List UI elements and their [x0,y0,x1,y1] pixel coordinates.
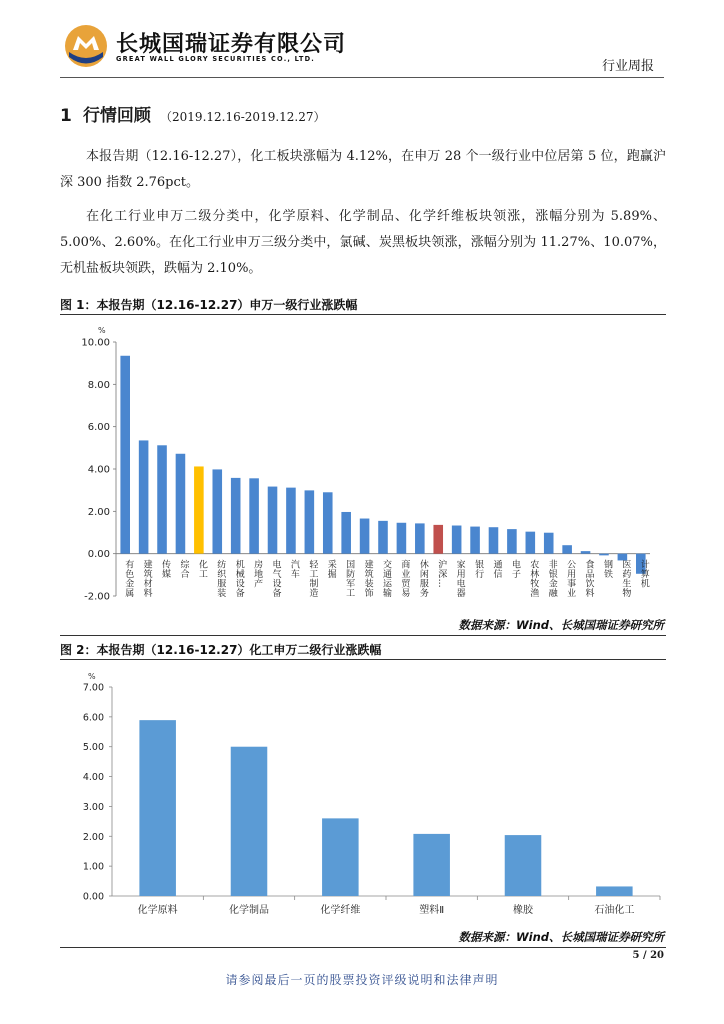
bar [489,527,499,553]
x-category-label: 医药生物 [620,559,631,598]
bar [139,720,176,896]
y-tick-label: 2.00 [82,831,104,843]
x-category-label: 休闲服务 [417,559,428,598]
x-category-label: 商业贸易 [399,559,410,598]
y-tick-label: 0.00 [82,891,104,903]
x-category-label: 电子 [509,559,520,579]
bar [212,469,222,553]
bar [505,835,542,896]
y-tick-label: 6.00 [87,422,110,434]
x-category-label: 银行 [473,559,484,579]
x-category-label: 汽车 [288,559,299,579]
bar [249,478,259,553]
x-category-label: 化学制品 [229,905,269,916]
bar [433,525,443,554]
y-tick-label: 1.00 [82,861,104,873]
y-tick-label: 6.00 [82,712,104,724]
x-category-label: 化学纤维 [320,905,361,916]
bar [581,551,591,554]
chem-subsector-change-chart [60,663,666,925]
bar [157,445,167,553]
x-category-label: 化学原料 [137,905,178,916]
x-category-label: 采掘 [325,559,336,579]
bar [599,554,609,556]
figure-2-bottom-rule [60,947,666,948]
x-category-label: 纺织服装 [215,559,226,598]
x-category-label: 建筑装饰 [362,559,373,598]
x-category-label: 有色金属 [123,559,134,598]
x-category-label: 农林牧渔 [528,559,539,598]
bar [268,487,278,554]
bar [305,490,315,553]
x-category-label: 非银金融 [546,559,557,598]
y-unit-label: % [98,326,106,335]
x-category-label: 橡胶 [513,905,533,916]
x-category-label: 轻工制造 [307,559,318,598]
page-number: 5 / 20 [632,950,664,961]
paragraph-summary: 本报告期（12.16-12.27），化工板块涨幅为 4.12%，在申万 28 个一级行业中位居第 5 位，跑赢沪深 300 指数 2.76pct。 [60,149,666,190]
y-tick-label: 0.00 [87,549,110,561]
x-category-label: 交通运输 [381,559,391,598]
x-category-label: 石油化工 [594,905,635,916]
figure-2-source: 数据来源：Wind、长城国瑞证券研究所 [458,930,664,944]
bar [176,454,186,554]
x-category-label: 电气设备 [270,559,281,598]
bar [120,356,130,554]
document-type: 行业周报 [601,59,654,74]
x-category-label: 塑料Ⅱ [419,905,445,916]
y-tick-label: 5.00 [82,742,104,754]
x-category-label: 沪深… [436,559,447,589]
bar [360,519,370,554]
x-category-label: 食品饮料 [583,559,594,598]
section-number: 1 [60,106,72,126]
bar [231,747,268,896]
figure-1-bottom-rule [60,635,666,636]
section-title: 行情回顾 [82,106,151,126]
section-heading [60,101,326,126]
bar [470,527,480,554]
figure-1-title: 图 1：本报告期（12.16-12.27）申万一级行业涨跌幅 [60,298,358,312]
bar [562,545,572,553]
x-category-label: 家用电器 [454,559,465,598]
x-category-label: 房地产 [252,559,263,589]
x-category-label: 化工 [196,559,207,579]
bar [397,523,407,554]
section-dates: （2019.12.16-2019.12.27） [160,110,326,124]
y-unit-label: % [88,672,96,681]
bar [452,526,462,554]
y-tick-label: 7.00 [82,682,104,694]
bar [231,478,241,554]
y-tick-label: 10.00 [81,337,110,349]
company-logo-icon [64,24,108,68]
x-category-label: 传媒 [160,559,171,579]
header-divider [60,77,664,78]
bar [415,523,425,553]
bar [286,488,296,554]
figure-2-title: 图 2：本报告期（12.16-12.27）化工申万二级行业涨跌幅 [60,643,382,657]
disclaimer-note: 请参阅最后一页的股票投资评级说明和法律声明 [225,973,499,987]
x-category-label: 公用事业 [565,559,576,598]
y-tick-label: 8.00 [87,379,110,391]
y-tick-label: 3.00 [82,801,104,813]
y-tick-label: 4.00 [87,464,110,476]
x-category-label: 国防军工 [344,559,355,598]
company-name-cn: 长城国瑞证券有限公司 [116,32,347,57]
x-category-label: 通信 [491,559,502,579]
industry-change-chart [60,318,666,616]
bar [544,533,554,554]
bar [507,529,517,554]
x-category-label: 钢铁 [601,559,612,579]
bar [526,532,536,554]
bar [323,492,333,553]
y-tick-label: 4.00 [82,772,104,784]
bar [139,440,149,553]
figure-2-top-rule [60,659,666,660]
x-category-label: 综合 [178,559,189,579]
company-name-en: GREAT WALL GLORY SECURITIES CO., LTD. [116,55,315,63]
x-category-label: 计算机 [638,559,649,589]
bar [341,512,351,554]
x-category-label: 机械设备 [233,559,244,598]
bar [596,886,633,896]
bar [322,818,359,896]
y-tick-label: 2.00 [87,506,110,518]
y-tick-label: -2.00 [84,591,110,603]
bar [194,466,204,553]
bar [378,521,388,554]
bar [413,834,450,896]
paragraph-subsectors: 在化工行业申万二级分类中，化学原料、化学制品、化学纤维板块领涨，涨幅分别为 5.89%、5.00%、2.60%。在化工行业申万三级分类中，氯碱、炭黑板块领涨，涨幅分别为 11.27%、10.07%，无机盐板块领跌，跌幅为 2.10%。 [60,209,666,276]
figure-1-source: 数据来源：Wind、长城国瑞证券研究所 [458,618,664,632]
figure-1-top-rule [60,314,666,315]
x-category-label: 建筑材料 [141,559,152,598]
